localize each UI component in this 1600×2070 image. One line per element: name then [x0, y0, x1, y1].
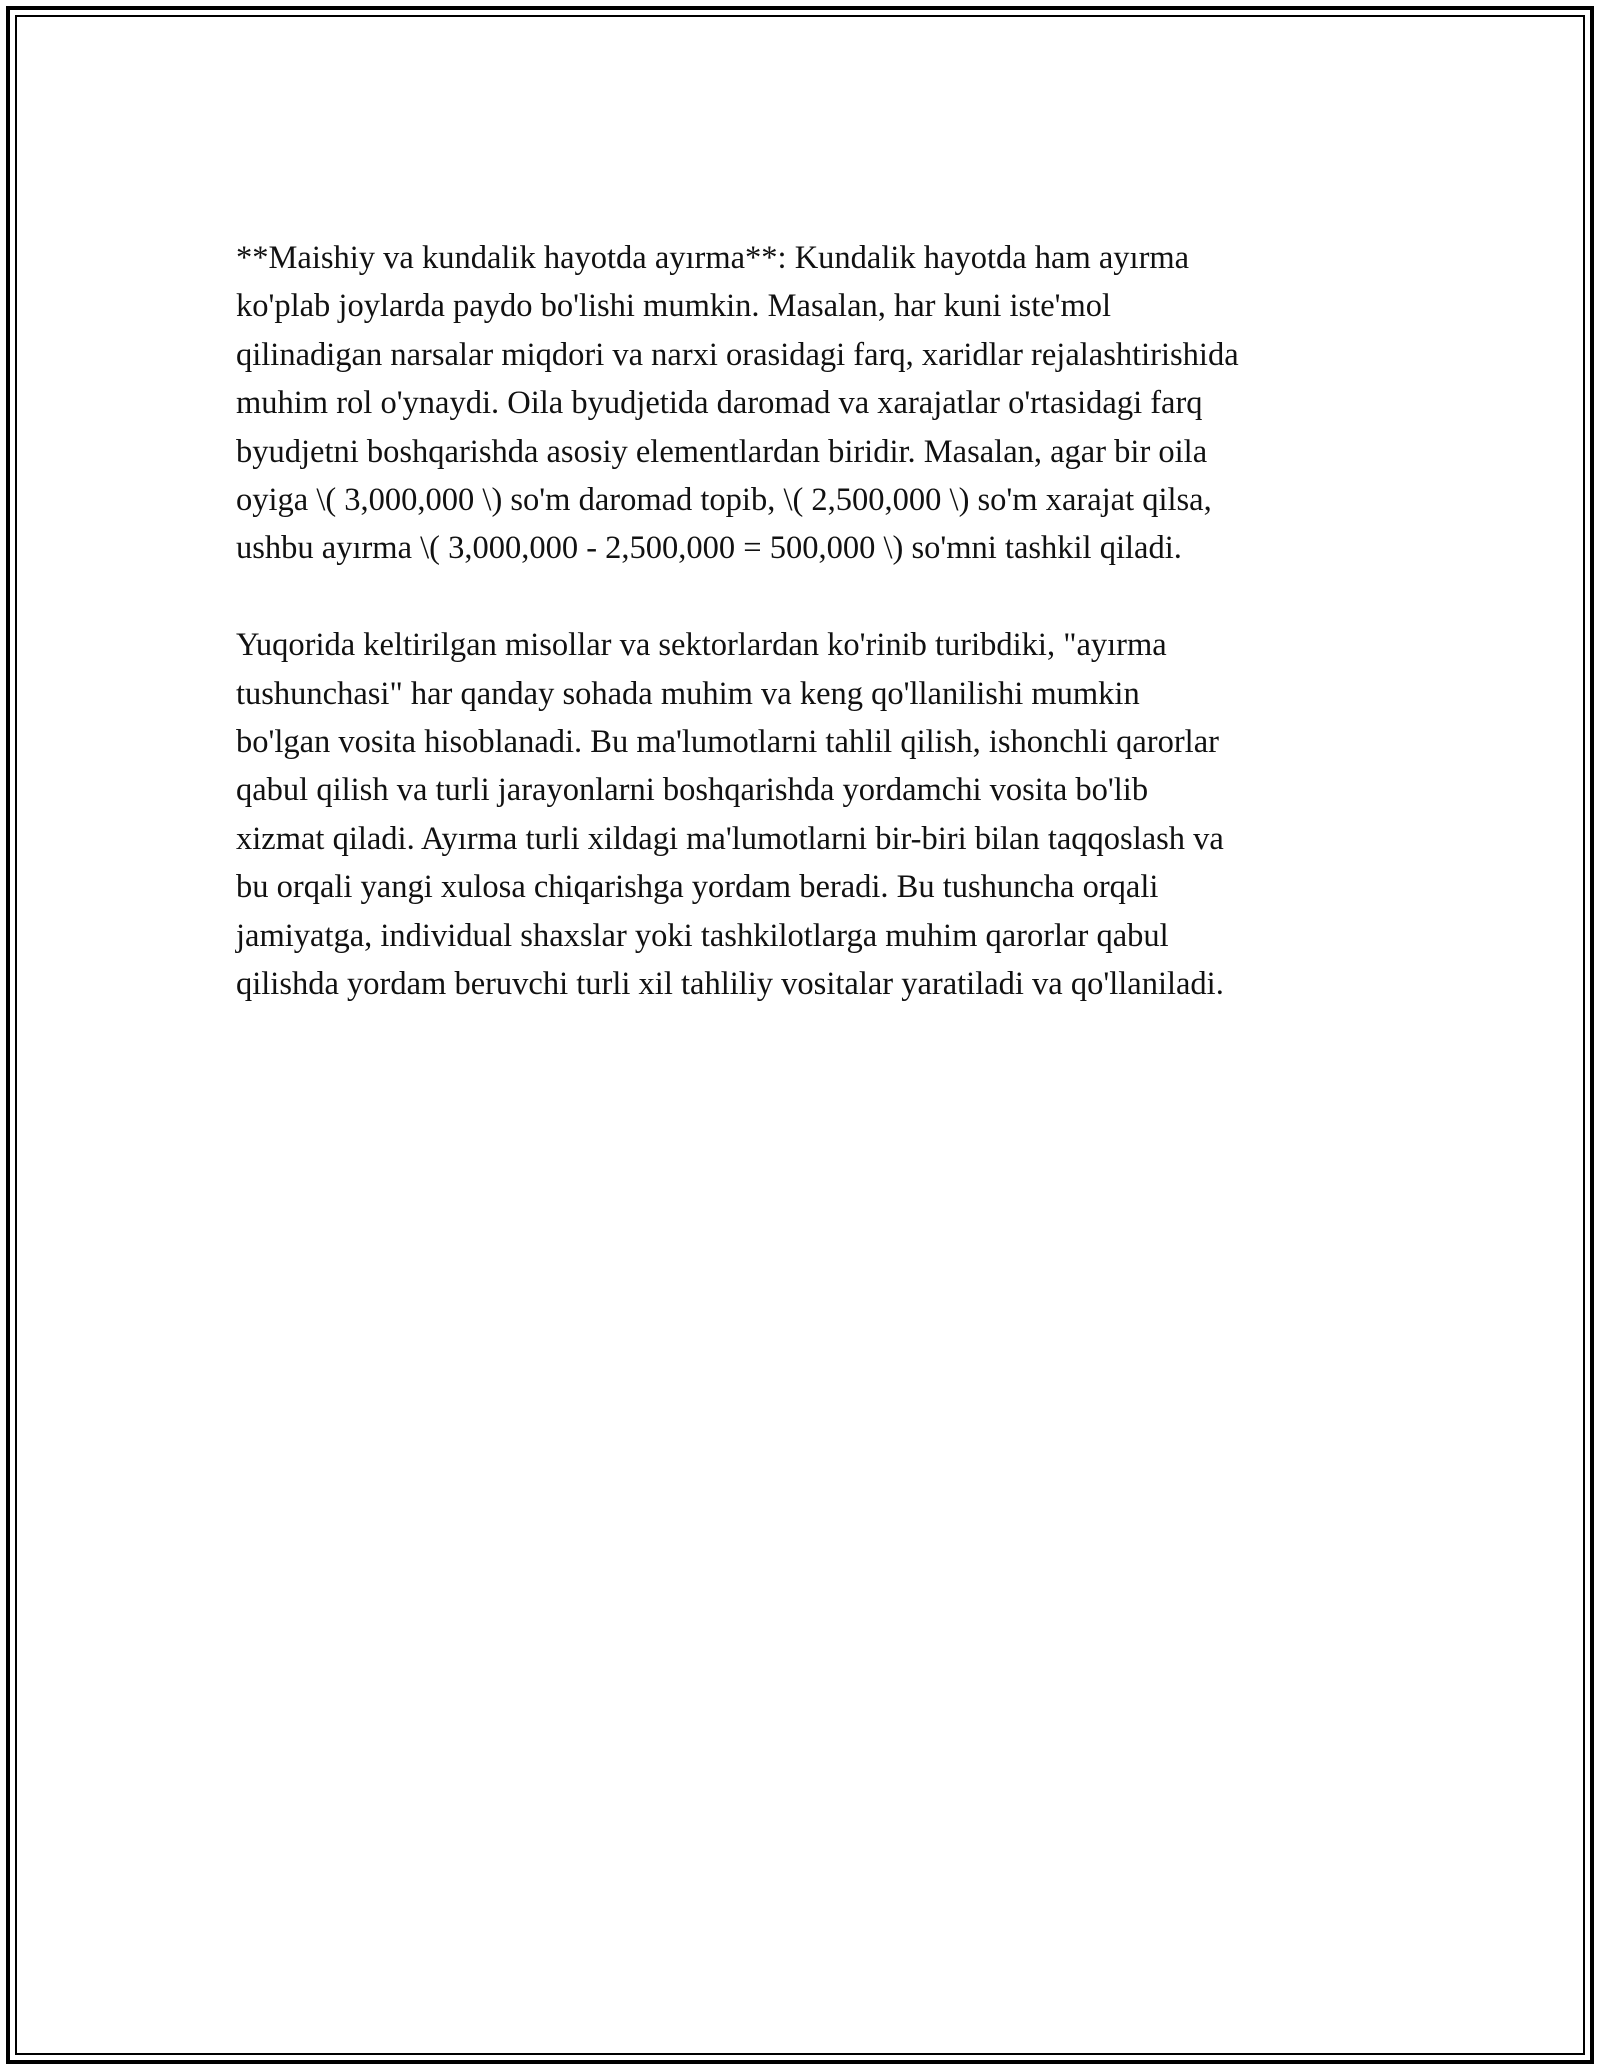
- paragraph-conclusion: Yuqorida keltirilgan misollar va sektorlardan ko'rinib turibdiki, "ayırma tushunchasi" har qanday sohada muhim va keng qo'llanilishi mumkin bo'lgan vosita hisoblanadi. Bu ma'lumotlarni tahlil qilish, ishonchli qarorlar qabul qilish va turli jarayonlarni boshqarishda yordamchi vosita bo'lib xizmat qiladi. Ayırma turli xildagi ma'lumotlarni bir-biri bilan taqqoslash va bu orqali yangi xulosa chiqarishga yordam beradi. Bu tushuncha orqali jamiyatga, individual shaxslar yoki tashkilotlarga muhim qarorlar qabul qilishda yordam beruvchi turli xil tahliliy vositalar yaratiladi va qo'llaniladi.: [236, 627, 1224, 1003]
- paragraph-household-difference: **Maishiy va kundalik hayotda ayırma**: Kundalik hayotda ham ayırma ko'plab joylarda paydo bo'lishi mumkin. Masalan, har kuni iste'mol qilinadigan narsalar miqdori va narxi orasidagi farq, xaridlar rejalashtirishida muhim rol o'ynaydi. Oila byudjetida daromad va xarajatlar o'rtasidagi farq byudjetni boshqarishda asosiy elementlardan biridir. Masalan, agar bir oila oyiga \( 3,000,000 \) so'm daromad topib, \( 2,500,000 \) so'm xarajat qilsa, ushbu ayırma \( 3,000,000 - 2,500,000 = 500,000 \) so'mni tashkil qiladi.: [236, 240, 1239, 567]
- document-body: [236, 234, 1376, 1057]
